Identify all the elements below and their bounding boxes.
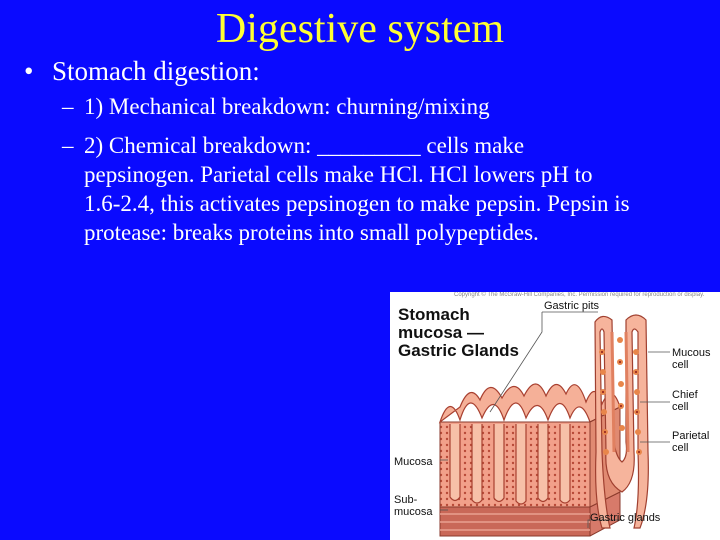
bullet-stomach-digestion <box>24 54 260 88</box>
gastric-glands-figure <box>390 292 720 540</box>
bullet-text: Stomach digestion: <box>52 56 260 86</box>
figure-title-line-1: Stomach <box>398 305 470 324</box>
figure-title-line-3: Gastric Glands <box>398 341 519 360</box>
subbullet-marker: – <box>62 94 74 119</box>
subbullet-text: 2) Chemical breakdown: _________ cells make pepsinogen. Parietal cells make HCl. HCl lowers pH to 1.6-2.4, this activates pepsinogen to make pepsin. Pepsin is protease: breaks proteins into small polypeptides. <box>84 133 630 245</box>
subbullet-chemical <box>62 131 632 247</box>
figure-title-line-2: mucosa — <box>398 323 484 342</box>
label-gastric-pits: Gastric pits <box>544 300 600 312</box>
bullet-marker: • <box>24 56 34 86</box>
label-parietal-cell-line-2: cell <box>672 442 689 454</box>
mucosa-surface <box>440 384 620 422</box>
label-chief-cell-line-2: cell <box>672 401 689 413</box>
subbullet-marker: – <box>62 133 74 158</box>
label-submucosa-line-1: Sub- <box>394 494 418 506</box>
label-mucosa: Mucosa <box>394 456 433 468</box>
label-submucosa-line-2: mucosa <box>394 506 433 518</box>
label-chief-cell-line-1: Chief <box>672 389 698 401</box>
label-gastric-glands: Gastric glands <box>590 512 661 524</box>
label-mucous-cell-line-2: cell <box>672 359 689 371</box>
label-mucous-cell-line-1: Mucous <box>672 347 711 359</box>
slide-title: Digestive system <box>215 6 505 52</box>
label-parietal-cell-line-1: Parietal <box>672 430 710 442</box>
figure-copyright: Copyright © The McGraw-Hill Companies, Inc. Permission required for reproduction or display. <box>454 292 705 298</box>
subbullet-mechanical <box>62 92 642 121</box>
subbullet-text: 1) Mechanical breakdown: churning/mixing <box>84 94 490 119</box>
